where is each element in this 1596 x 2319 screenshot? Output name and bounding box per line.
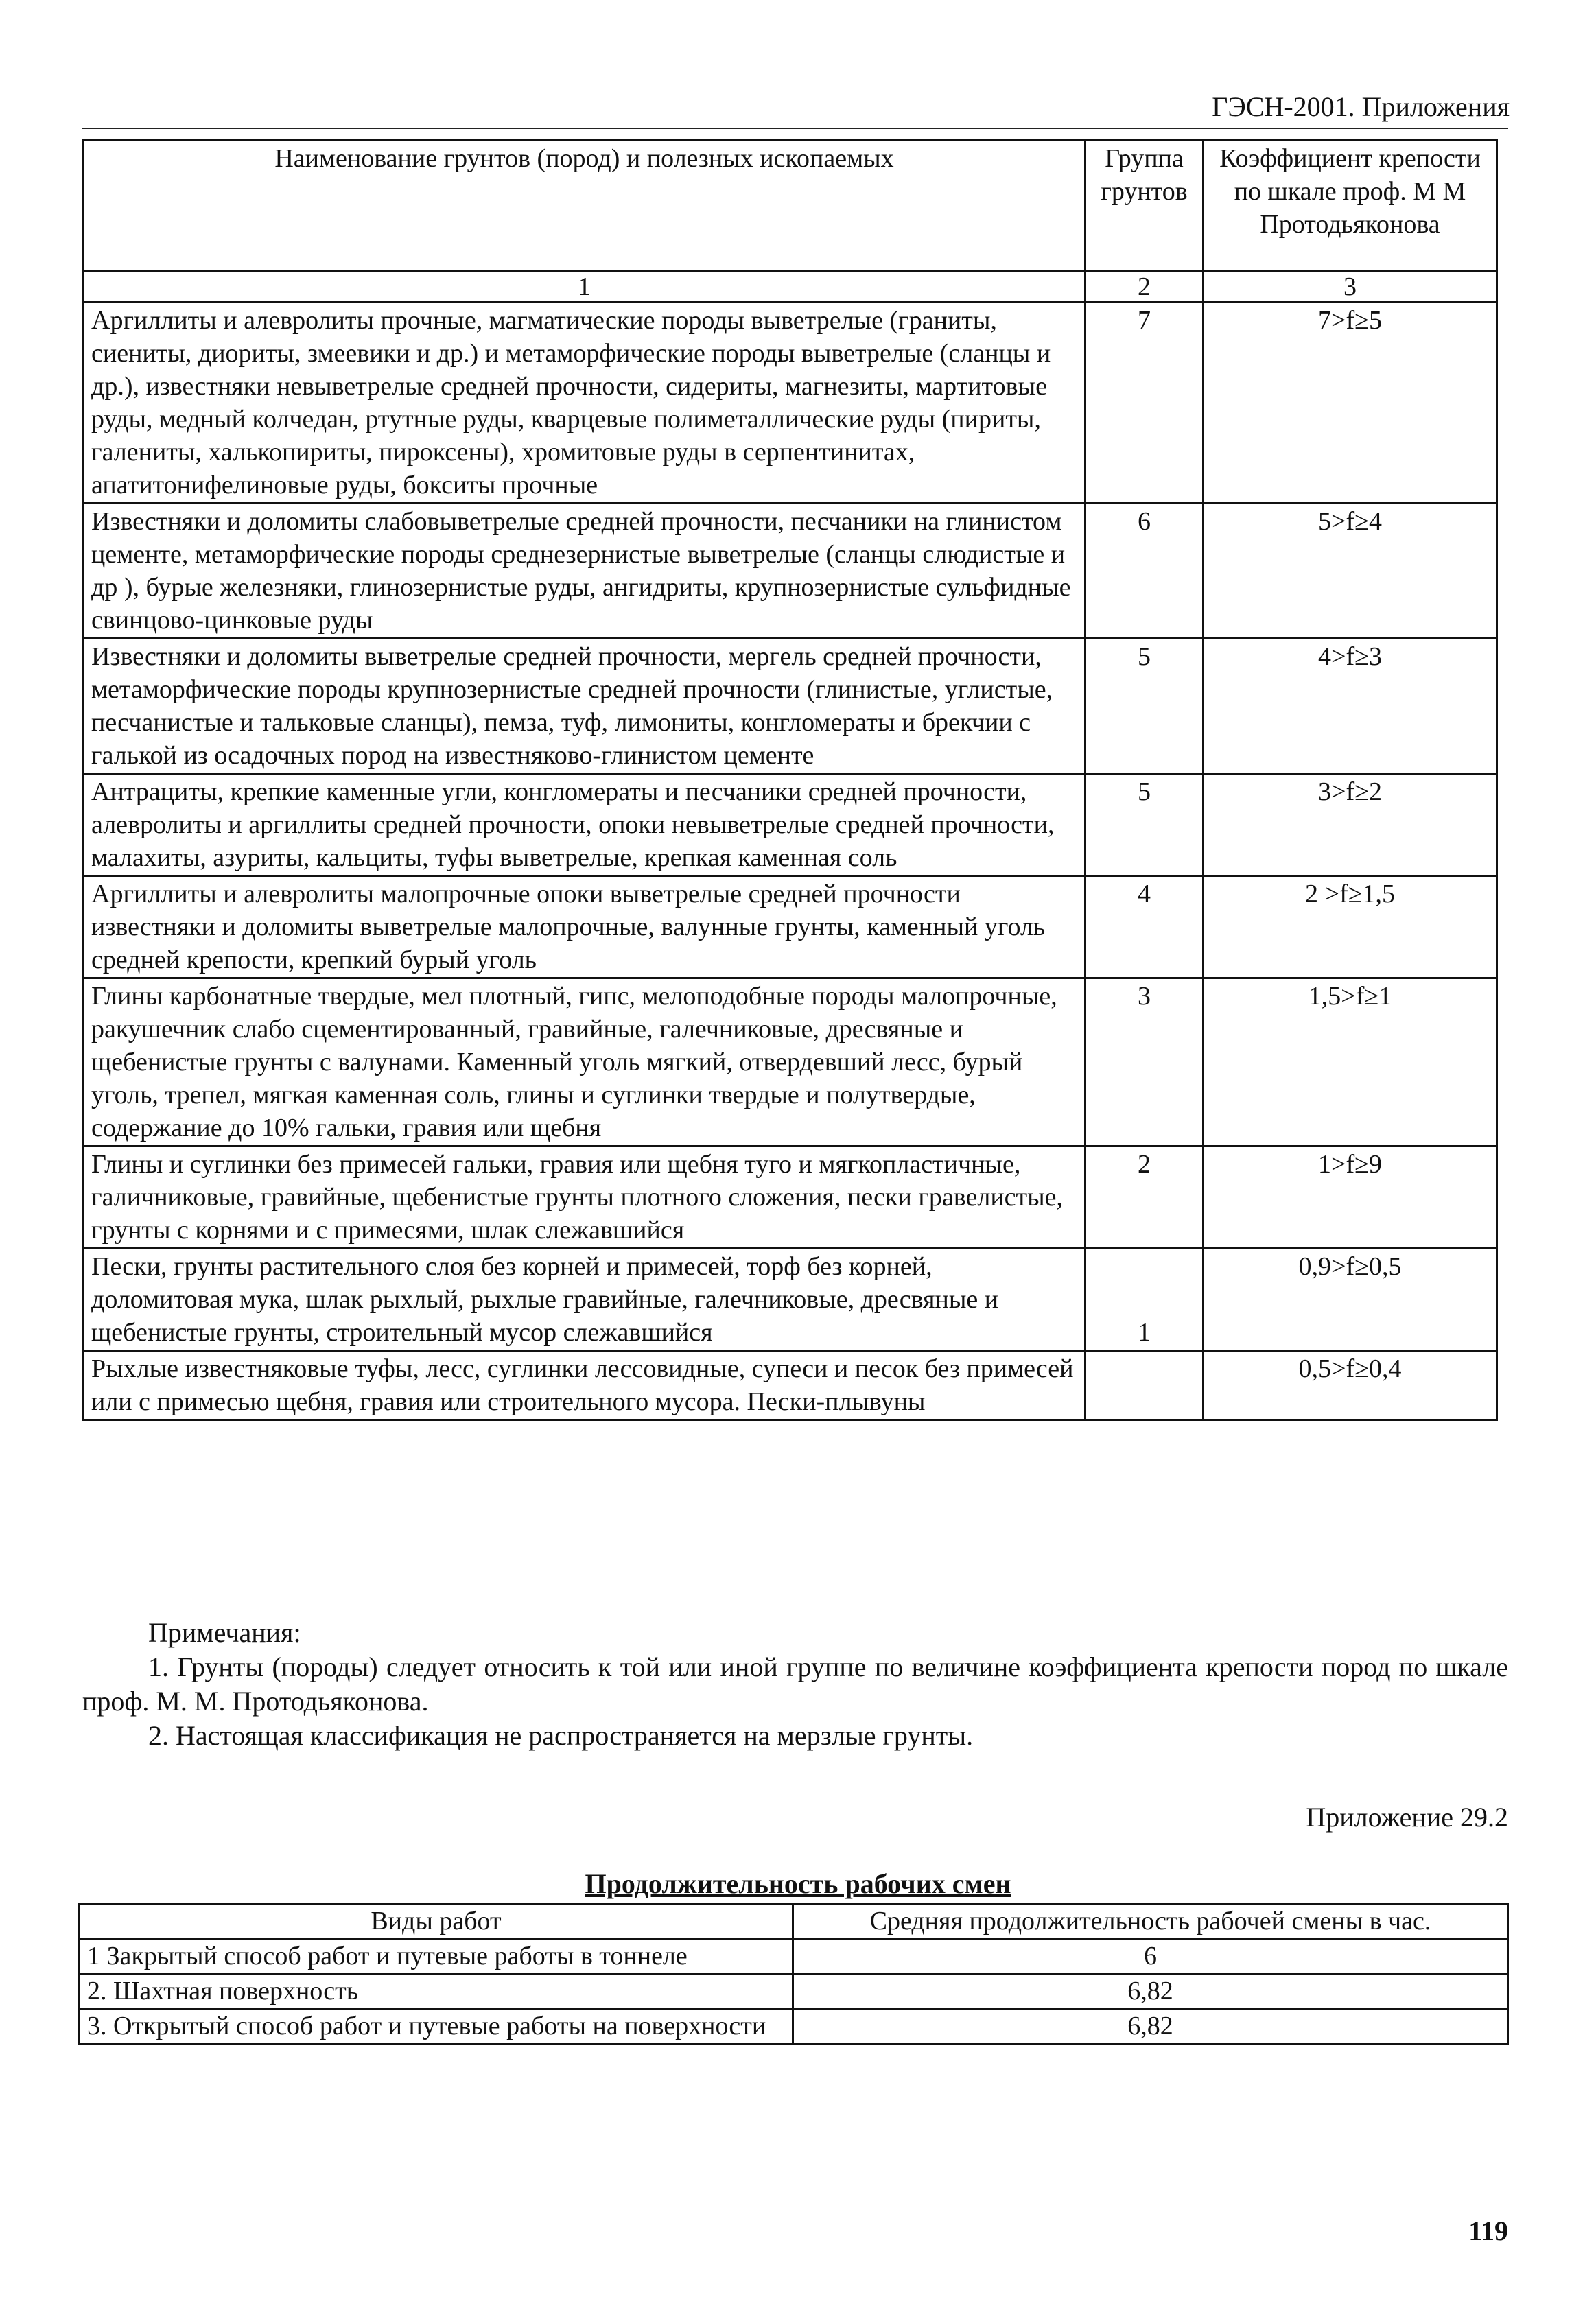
- duration-cell: 6: [793, 1939, 1508, 1974]
- duration-cell: 6,82: [793, 1974, 1508, 2009]
- soil-name-cell: Глины и суглинки без примесей гальки, гравия или щебня туго и мягкопластичные, галичниковые, гравийные, щебенистые грунты плотного сложения, пески гравелистые, грунты с корнями и с примесями, шлак слежавшийся: [84, 1146, 1085, 1249]
- group-cell: 2: [1085, 1146, 1204, 1249]
- appendix-label: Приложение 29.2: [1306, 1802, 1508, 1833]
- note-item: 1. Грунты (породы) следует относить к той или иной группе по величине коэффициента крепости пород по шкале проф. М. М. Протодьяконова.: [82, 1651, 1508, 1717]
- table-row: [84, 774, 1497, 876]
- work-type-cell: 3. Открытый способ работ и путевые работы на поверхности: [80, 2009, 793, 2044]
- coef-cell: 4>f≥3: [1204, 639, 1497, 774]
- column-header-duration: Средняя продолжительность рабочей смены в час.: [793, 1904, 1508, 1939]
- column-header-group: Группа грунтов: [1085, 141, 1204, 272]
- column-header-coef: Коэффициент крепости по шкале проф. М М Протодьяконова: [1204, 141, 1497, 272]
- soil-name-cell: Известняки и доломиты выветрелые средней прочности, мергель средней прочности, метаморфические породы крупнозернистые средней прочности (глинистые, углистые, песчанистые и тальковые сланцы), пемза, туф, лимониты, конгломераты и брекчии с галькой из осадочных пород на известняково-глинистом цементе: [84, 639, 1085, 774]
- work-type-cell: 2. Шахтная поверхность: [80, 1974, 793, 2009]
- group-cell: 4: [1085, 876, 1204, 978]
- table-row: [84, 1351, 1497, 1420]
- column-numbers-row: [84, 272, 1497, 303]
- soil-name-cell: Аргиллиты и алевролиты прочные, магматические породы выветрелые (граниты, сиениты, диориты, змеевики и др.) и метаморфические породы выветрелые (сланцы и др.), известняки невыветрелые средней прочности, сидериты, магнезиты, мартитовые руды, медный колчедан, ртутные руды, кварцевые полиметаллические руды (пириты, галениты, халькопириты, пироксены), хромитовые руды в серпентинитах, апатитонифелиновые руды, бокситы прочные: [84, 303, 1085, 504]
- note-item: 2. Настоящая классификация не распространяется на мерзлые грунты.: [148, 1720, 974, 1751]
- page-header: ГЭСН-2001. Приложения: [1212, 91, 1510, 122]
- table-row: [84, 639, 1497, 774]
- header-rule: [82, 128, 1508, 129]
- table-row: [84, 978, 1497, 1146]
- notes-title: Примечания:: [148, 1617, 301, 1648]
- coef-cell: 2 >f≥1,5: [1204, 876, 1497, 978]
- soil-name-cell: Антрациты, крепкие каменные угли, конгломераты и песчаники средней прочности, алевролиты и аргиллиты средней прочности, опоки невыветрелые средней прочности, малахиты, азуриты, кальциты, туфы выветрелые, крепкая каменная соль: [84, 774, 1085, 876]
- table-row: [84, 303, 1497, 504]
- table-row: [80, 1974, 1508, 2009]
- column-number: 1: [84, 272, 1085, 303]
- table-row: [80, 1939, 1508, 1974]
- table-row: [84, 1249, 1497, 1351]
- table-row: [84, 876, 1497, 978]
- group-cell: 3: [1085, 978, 1204, 1146]
- table-row: [84, 1146, 1497, 1249]
- group-cell: 1: [1085, 1249, 1204, 1351]
- shift-table-title-text: Продолжительность рабочих смен: [585, 1868, 1011, 1899]
- page-number: 119: [1468, 2215, 1508, 2246]
- column-header-name: Наименование грунтов (пород) и полезных ископаемых: [84, 141, 1085, 272]
- soil-name-cell: Глины карбонатные твердые, мел плотный, гипс, мелоподобные породы малопрочные, ракушечник слабо сцементированный, гравийные, галечниковые, дресвяные и щебенистые грунты с валунами. Каменный уголь мягкий, отвердевший лесс, бурый уголь, трепел, мягкая каменная соль, глины и суглинки твердые и полутвердые, содержание до 10% гальки, гравия или щебня: [84, 978, 1085, 1146]
- column-header-work-type: Виды работ: [80, 1904, 793, 1939]
- group-cell: 7: [1085, 303, 1204, 504]
- group-cell: 5: [1085, 639, 1204, 774]
- group-cell: 5: [1085, 774, 1204, 876]
- table-header-row: [80, 1904, 1508, 1939]
- coef-cell: 0,9>f≥0,5: [1204, 1249, 1497, 1351]
- group-cell: 6: [1085, 504, 1204, 639]
- table-row: [84, 504, 1497, 639]
- work-type-cell: 1 Закрытый способ работ и путевые работы в тоннеле: [80, 1939, 793, 1974]
- soil-name-cell: Аргиллиты и алевролиты малопрочные опоки выветрелые средней прочности известняки и доломиты выветрелые малопрочные, валунные грунты, каменный уголь средней крепости, крепкий бурый уголь: [84, 876, 1085, 978]
- coef-cell: 5>f≥4: [1204, 504, 1497, 639]
- soil-name-cell: Пески, грунты растительного слоя без корней и примесей, торф без корней, доломитовая мука, шлак рыхлый, рыхлые гравийные, галечниковые, дресвяные и щебенистые грунты, строительный мусор слежавшийся: [84, 1249, 1085, 1351]
- group-cell: [1085, 1351, 1204, 1420]
- table-row: [80, 2009, 1508, 2044]
- notes-section: [82, 1616, 1508, 1753]
- shift-duration-table: [78, 1903, 1509, 2045]
- column-number: 3: [1204, 272, 1497, 303]
- coef-cell: 0,5>f≥0,4: [1204, 1351, 1497, 1420]
- coef-cell: 1>f≥9: [1204, 1146, 1497, 1249]
- coef-cell: 7>f≥5: [1204, 303, 1497, 504]
- column-number: 2: [1085, 272, 1204, 303]
- coef-cell: 1,5>f≥1: [1204, 978, 1497, 1146]
- shift-table-title: [0, 1868, 1596, 1900]
- soil-name-cell: Известняки и доломиты слабовыветрелые средней прочности, песчаники на глинистом цементе, метаморфические породы среднезернистые выветрелые (сланцы слюдистые и др ), бурые железняки, глинозернистые руды, ангидриты, крупнозернистые сульфидные свинцово-цинковые руды: [84, 504, 1085, 639]
- soil-name-cell: Рыхлые известняковые туфы, лесс, суглинки лессовидные, супеси и песок без примесей или с примесью щебня, гравия или строительного мусора. Пески-плывуны: [84, 1351, 1085, 1420]
- soil-classification-table: [82, 139, 1498, 1421]
- duration-cell: 6,82: [793, 2009, 1508, 2044]
- table-header-row: [84, 141, 1497, 272]
- coef-cell: 3>f≥2: [1204, 774, 1497, 876]
